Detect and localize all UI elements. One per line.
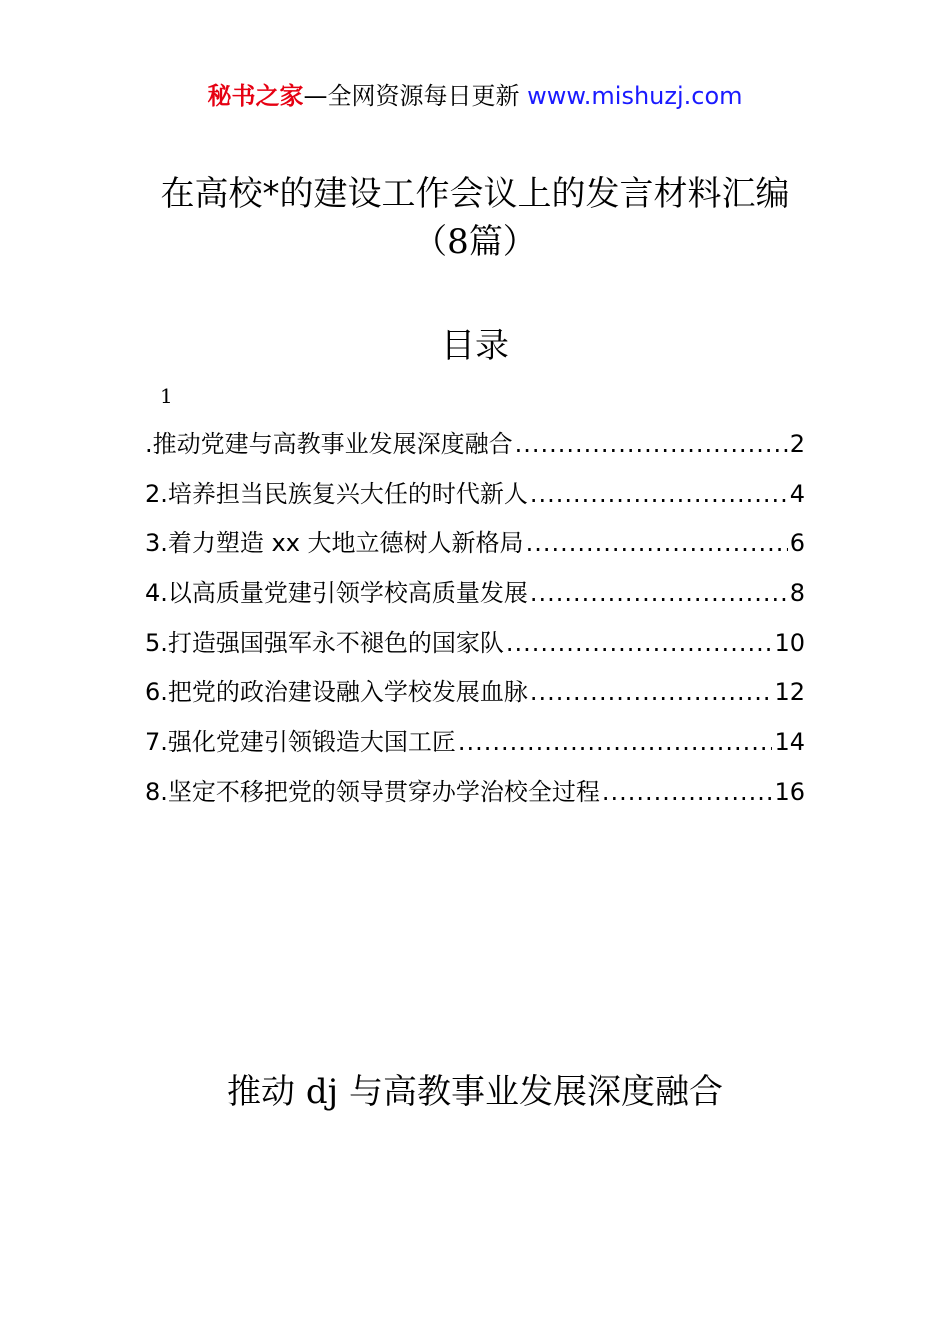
toc-entry[interactable] — [145, 426, 805, 476]
site-url-link[interactable]: www.mishuzj.com — [527, 82, 743, 110]
section-heading — [0, 1068, 950, 1116]
toc-entry-page: 12 — [774, 678, 805, 707]
toc-dot-leader — [602, 774, 773, 810]
document-title-line1: 在高校*的建设工作会议上的发言材料汇编 — [160, 174, 790, 214]
toc-entry-title: 5.打造强国强军永不褪色的国家队 — [145, 628, 504, 657]
toc-dot-leader — [530, 575, 788, 611]
section-heading-part1: 推动 — [227, 1072, 306, 1112]
toc-entry-title: 8.坚定不移把党的领导贯穿办学治校全过程 — [145, 777, 600, 806]
toc-entry-page: 4 — [789, 479, 805, 508]
document-article-count: 8 — [447, 222, 469, 262]
toc-dot-leader — [526, 525, 788, 561]
toc-heading: 目录 — [441, 326, 509, 366]
toc-entry-title: 7.强化党建引领锻造大国工匠 — [145, 728, 456, 757]
document-title-suffix: 篇） — [468, 222, 537, 262]
toc-entry-page: 16 — [774, 777, 805, 806]
site-header — [0, 78, 950, 114]
document-title — [0, 170, 950, 266]
toc-entry[interactable] — [145, 724, 805, 774]
toc-entry[interactable] — [145, 625, 805, 675]
toc-entry-page: 10 — [774, 628, 805, 657]
section-heading-abbrev: dj — [305, 1072, 339, 1112]
toc-entry-title: 2.培养担当民族复兴大任的时代新人 — [145, 479, 528, 508]
site-brand: 秘书之家 — [207, 82, 304, 110]
toc-dot-leader — [530, 674, 773, 710]
toc-entry[interactable] — [145, 774, 805, 824]
toc-dot-leader — [530, 476, 788, 512]
toc-entry-page: 8 — [789, 579, 805, 608]
toc-entry-page: 2 — [789, 430, 805, 458]
toc-entry-title: 4.以高质量党建引领学校高质量发展 — [145, 579, 528, 608]
site-tagline: —全网资源每日更新 — [303, 82, 528, 110]
section-heading-part2: 与高教事业发展深度融合 — [338, 1072, 723, 1112]
toc-entry-page: 6 — [789, 529, 805, 558]
toc-stray-number: 1 — [160, 384, 173, 408]
document-title-line2 — [0, 218, 950, 266]
document-title-paren: （ — [413, 222, 448, 262]
toc-entry[interactable] — [145, 575, 805, 625]
toc-entry[interactable] — [145, 476, 805, 526]
toc-entry-page: 14 — [774, 728, 805, 757]
toc-entry[interactable] — [145, 674, 805, 724]
toc-entry[interactable] — [145, 525, 805, 575]
toc-entry-title: 6.把党的政治建设融入学校发展血脉 — [145, 678, 528, 707]
toc-entry-title: .推动党建与高教事业发展深度融合 — [145, 430, 513, 458]
toc-dot-leader — [458, 724, 773, 760]
toc-dot-leader — [506, 625, 773, 661]
table-of-contents — [145, 426, 805, 824]
toc-entry-title: 3.着力塑造 xx 大地立德树人新格局 — [145, 529, 524, 558]
toc-dot-leader — [515, 426, 788, 462]
